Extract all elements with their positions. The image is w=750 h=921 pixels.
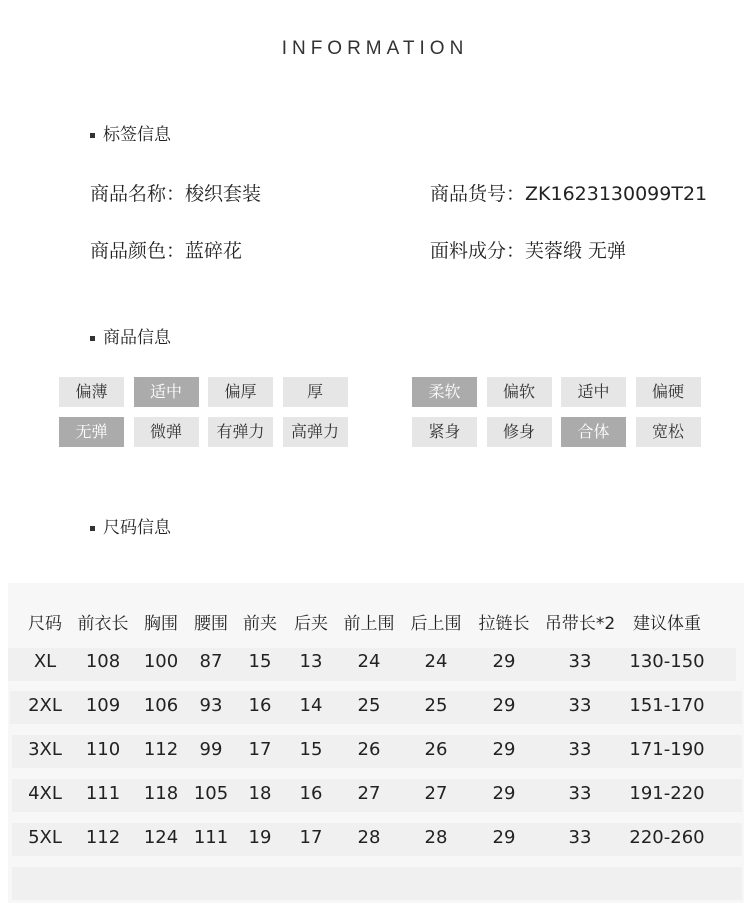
- tag-thickness-1: 适中: [134, 377, 199, 407]
- table-cell: 24: [357, 651, 381, 672]
- section-size-info: [90, 513, 171, 538]
- table-cell: 105: [193, 783, 229, 804]
- table-header-cell: 前夹: [243, 614, 277, 634]
- table-row-band: [12, 867, 742, 900]
- tag-elastic-3: 高弹力: [283, 417, 348, 447]
- table-cell: 15: [248, 651, 272, 672]
- table-cell: 130-150: [629, 651, 705, 672]
- table-cell: 18: [248, 783, 272, 804]
- table-header-cell: 尺码: [28, 614, 62, 634]
- table-cell: 124: [143, 827, 179, 848]
- table-cell: 28: [357, 827, 381, 848]
- table-cell: 29: [492, 695, 516, 716]
- table-cell: 16: [299, 783, 323, 804]
- table-cell: 5XL: [28, 827, 62, 848]
- tag-fit-3: 宽松: [636, 417, 701, 447]
- table-cell: 2XL: [28, 695, 62, 716]
- section-size-info-text: 尺码信息: [103, 518, 171, 538]
- table-cell: 27: [357, 783, 381, 804]
- table-cell: 112: [143, 739, 179, 760]
- table-cell: 14: [299, 695, 323, 716]
- table-cell: 93: [199, 695, 223, 716]
- table-cell: 100: [143, 651, 179, 672]
- table-cell: 16: [248, 695, 272, 716]
- table-cell: 25: [357, 695, 381, 716]
- size-table: [8, 583, 744, 903]
- table-cell: 110: [85, 739, 121, 760]
- page-title: INFORMATION: [281, 38, 469, 59]
- table-cell: 29: [492, 783, 516, 804]
- table-cell: 151-170: [629, 695, 705, 716]
- table-cell: 28: [424, 827, 448, 848]
- table-cell: 17: [248, 739, 272, 760]
- table-cell: 15: [299, 739, 323, 760]
- tag-thickness-3: 厚: [283, 377, 348, 407]
- table-header-cell: 后夹: [294, 614, 328, 634]
- label-product-sku: 商品货号：ZK1623130099T21: [430, 183, 708, 205]
- table-cell: 33: [568, 739, 592, 760]
- table-cell: 108: [85, 651, 121, 672]
- section-product-info-text: 商品信息: [103, 328, 171, 348]
- tag-softness-3: 偏硬: [636, 377, 701, 407]
- label-product-color: 商品颜色：蓝碎花: [90, 240, 243, 262]
- table-cell: 26: [357, 739, 381, 760]
- table-cell: 99: [199, 739, 223, 760]
- table-cell: 26: [424, 739, 448, 760]
- table-cell: XL: [33, 651, 57, 672]
- tag-softness-1: 偏软: [487, 377, 552, 407]
- table-cell: 29: [492, 739, 516, 760]
- table-cell: 4XL: [28, 783, 62, 804]
- section-product-info: [90, 323, 171, 348]
- table-cell: 191-220: [629, 783, 705, 804]
- label-product-name: 商品名称：梭织套装: [90, 183, 262, 205]
- table-header-cell: 胸围: [144, 614, 178, 634]
- table-cell: 111: [85, 783, 121, 804]
- table-cell: 29: [492, 827, 516, 848]
- tag-fit-2: 合体: [561, 417, 626, 447]
- table-cell: 106: [143, 695, 179, 716]
- table-cell: 27: [424, 783, 448, 804]
- label-fabric: 面料成分：芙蓉缎 无弹: [430, 240, 627, 262]
- table-header-cell: 建议体重: [633, 614, 701, 634]
- table-cell: 33: [568, 827, 592, 848]
- table-header-cell: 前衣长: [77, 614, 129, 634]
- table-cell: 87: [199, 651, 223, 672]
- table-cell: 33: [568, 651, 592, 672]
- tag-fit-1: 修身: [487, 417, 552, 447]
- bullet-icon: [90, 133, 95, 138]
- table-header-cell: 腰围: [194, 614, 228, 634]
- table-header-cell: 前上围: [343, 614, 395, 634]
- table-header-cell: 吊带长*2: [544, 614, 616, 634]
- tag-elastic-0: 无弹: [59, 417, 124, 447]
- table-header-cell: 拉链长: [478, 614, 530, 634]
- table-cell: 118: [143, 783, 179, 804]
- table-cell: 112: [85, 827, 121, 848]
- bullet-icon: [90, 336, 95, 341]
- table-header-cell: 后上围: [410, 614, 462, 634]
- table-cell: 109: [85, 695, 121, 716]
- table-cell: 13: [299, 651, 323, 672]
- table-cell: 25: [424, 695, 448, 716]
- tag-thickness-0: 偏薄: [59, 377, 124, 407]
- table-cell: 111: [193, 827, 229, 848]
- table-cell: 171-190: [629, 739, 705, 760]
- table-cell: 3XL: [28, 739, 62, 760]
- tag-elastic-1: 微弹: [134, 417, 199, 447]
- table-cell: 19: [248, 827, 272, 848]
- tag-softness-0: 柔软: [412, 377, 477, 407]
- tag-elastic-2: 有弹力: [208, 417, 273, 447]
- table-cell: 24: [424, 651, 448, 672]
- table-cell: 17: [299, 827, 323, 848]
- section-label-info-text: 标签信息: [103, 125, 171, 145]
- tag-fit-0: 紧身: [412, 417, 477, 447]
- table-cell: 220-260: [629, 827, 705, 848]
- table-cell: 29: [492, 651, 516, 672]
- tag-softness-2: 适中: [561, 377, 626, 407]
- section-label-info: [90, 120, 171, 145]
- table-cell: 33: [568, 783, 592, 804]
- table-cell: 33: [568, 695, 592, 716]
- bullet-icon: [90, 526, 95, 531]
- tag-thickness-2: 偏厚: [208, 377, 273, 407]
